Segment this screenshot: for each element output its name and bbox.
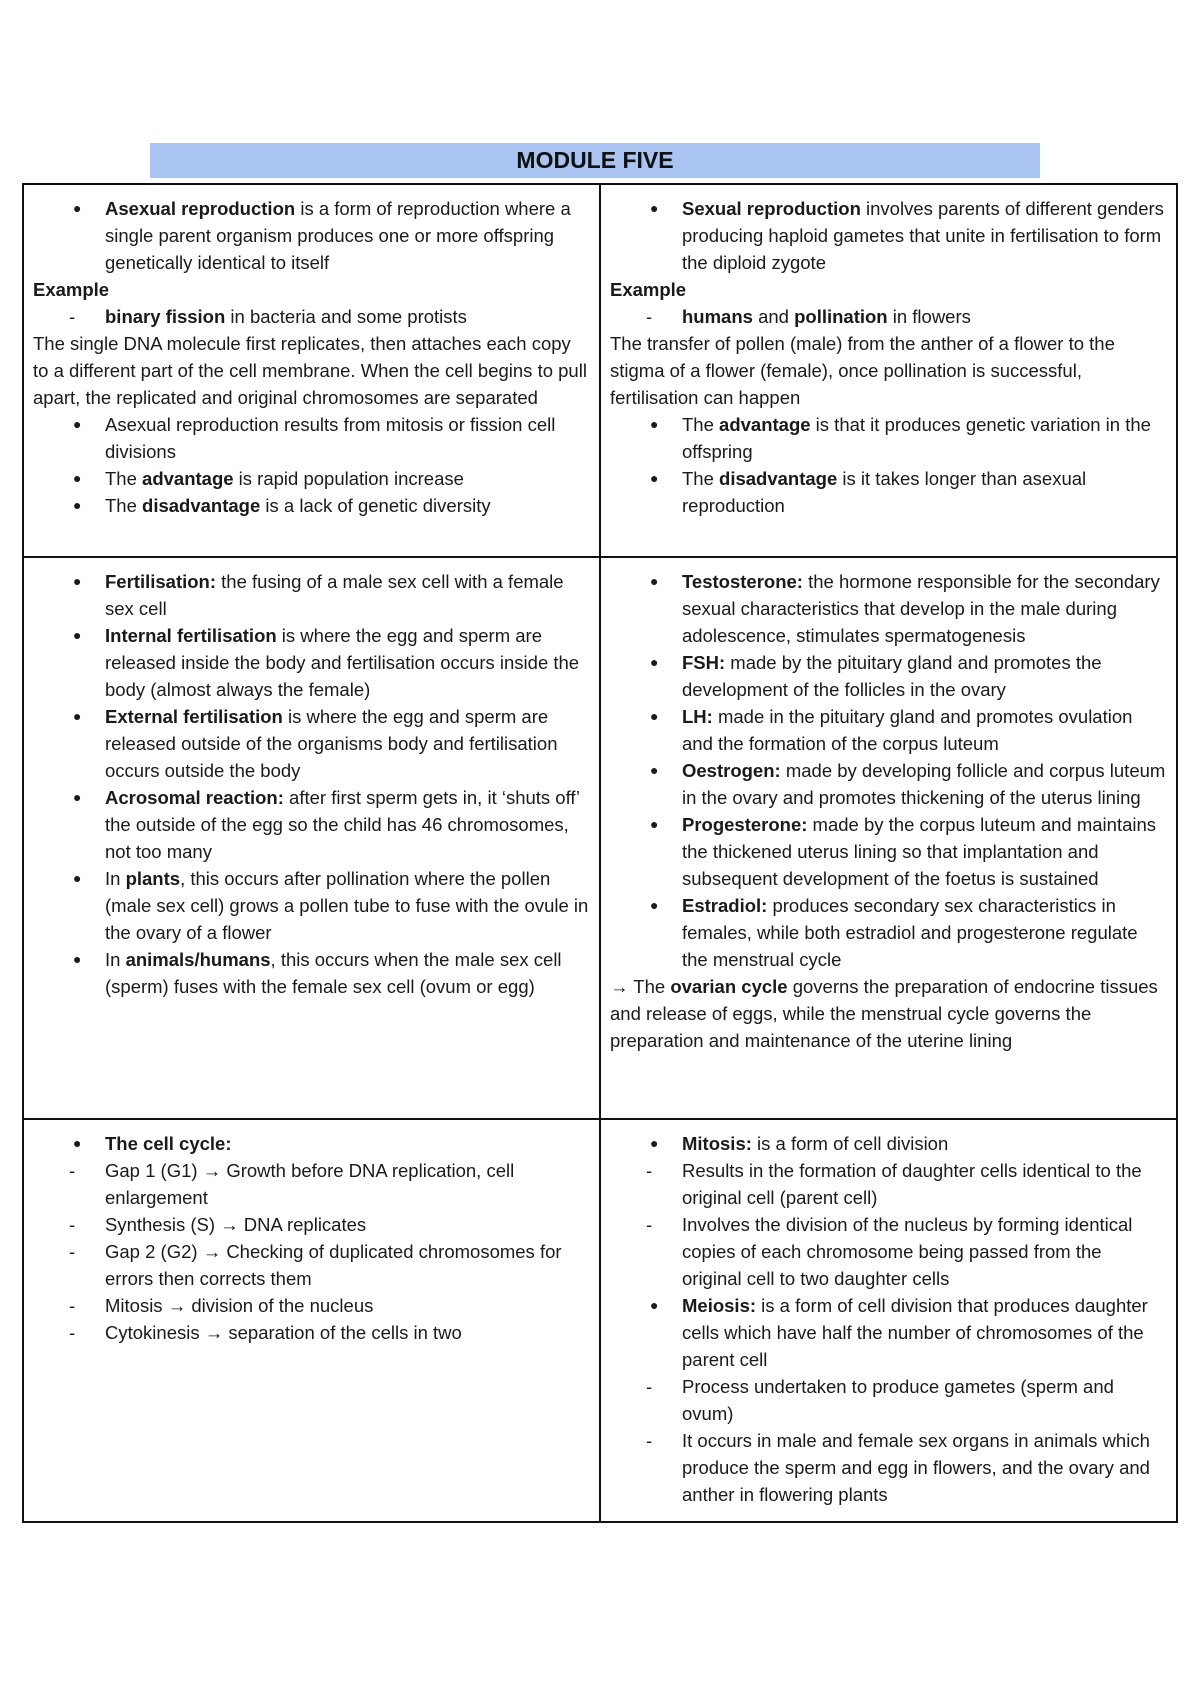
text-line	[33, 330, 589, 411]
text-run: is a lack of genetic diversity	[260, 495, 491, 516]
bold-term: disadvantage	[142, 495, 261, 516]
dash-marker: -	[69, 1322, 76, 1343]
item-text	[105, 784, 589, 865]
item-text	[682, 1157, 1166, 1211]
bullet-item	[33, 703, 589, 784]
text-run: is a form of cell division	[751, 1133, 949, 1154]
dash-item	[610, 1427, 1166, 1508]
bullet-item	[610, 1292, 1166, 1373]
notes-cell	[600, 1119, 1177, 1522]
bold-term: Asexual reproduction	[105, 198, 296, 219]
text-run: is where the egg and sperm are released inside the body and fertilisation occurs inside the body (almost always the female)	[105, 625, 580, 700]
dash-marker: -	[646, 1376, 653, 1397]
text-run: is a form of cell division that produces daughter cells which have half the number of chromosomes of the parent cell	[682, 1295, 1148, 1370]
bullet-icon: ●	[73, 470, 82, 486]
item-text	[105, 465, 589, 492]
bullet-icon: ●	[650, 470, 659, 486]
bullet-icon: ●	[650, 816, 659, 832]
bold-term: plants	[125, 868, 181, 889]
bullet-icon: ●	[73, 200, 82, 216]
item-text	[105, 492, 589, 519]
text-run: Results in the formation of daughter cells identical to the original cell (parent cell)	[682, 1160, 1142, 1208]
text-line	[610, 330, 1166, 411]
bullet-icon: ●	[650, 708, 659, 724]
text-run: → The	[610, 976, 671, 997]
item-text	[682, 568, 1166, 649]
text-run: the hormone responsible for the secondary sexual characteristics that develop in the male during adolescence, stimulates spermatogenesis	[682, 571, 1160, 646]
text-run: Involves the division of the nucleus by forming identical copies of each chromosome being passed from the original cell to two daughter cells	[682, 1214, 1133, 1289]
text-run: made in the pituitary gland and promotes ovulation and the formation of the corpus luteum	[682, 706, 1133, 754]
bullet-item	[33, 195, 589, 276]
bold-term: The cell cycle:	[105, 1133, 232, 1154]
text-run: is a form of reproduction where a single parent organism produces one or more offspring genetically identical to itself	[105, 198, 571, 273]
bullet-item	[610, 757, 1166, 811]
bold-term: disadvantage	[719, 468, 838, 489]
bullet-icon: ●	[73, 627, 82, 643]
bullet-icon: ●	[73, 789, 82, 805]
bullet-item	[610, 703, 1166, 757]
text-run: governs the preparation of endocrine tissues and release of eggs, while the menstrual cycle governs the preparation and maintenance of the uterine lining	[610, 976, 1158, 1051]
notes-cell	[600, 557, 1177, 1119]
dash-item	[33, 1211, 589, 1238]
text-run: Asexual reproduction results from mitosis or fission cell divisions	[105, 414, 556, 462]
bullet-icon: ●	[650, 1297, 659, 1313]
text-run: The single DNA molecule first replicates, then attaches each copy to a different part of the cell membrane. When the cell begins to pull apart, the replicated and original chromosomes are separated	[33, 333, 587, 408]
bullet-icon: ●	[73, 951, 82, 967]
item-text	[682, 411, 1166, 465]
text-run: It occurs in male and female sex organs in animals which produce the sperm and egg in flowers, and the ovary and anther in flowering plants	[682, 1430, 1150, 1505]
text-run: the fusing of a male sex cell with a female sex cell	[105, 571, 564, 619]
bullet-icon: ●	[73, 1135, 82, 1151]
dash-marker: -	[646, 1160, 653, 1181]
text-run: and	[752, 306, 795, 327]
text-run: produces secondary sex characteristics in females, while both estradiol and progesterone regulate the menstrual cycle	[682, 895, 1138, 970]
bullet-icon: ●	[650, 654, 659, 670]
notes-cell	[23, 1119, 600, 1522]
bold-term: ovarian cycle	[670, 976, 788, 997]
text-run: The transfer of pollen (male) from the anther of a flower to the stigma of a flower (female), once pollination is successful, fertilisation can happen	[610, 333, 1115, 408]
bullet-icon: ●	[650, 1135, 659, 1151]
text-run: Gap 2 (G2) → Checking of duplicated chromosomes for errors then corrects them	[105, 1241, 562, 1289]
bold-term: Oestrogen:	[682, 760, 781, 781]
item-text	[105, 1319, 589, 1346]
dash-marker: -	[69, 306, 76, 327]
bullet-item	[33, 784, 589, 865]
bullet-item	[610, 811, 1166, 892]
module-title: MODULE FIVE	[150, 143, 1040, 178]
bold-term: Meiosis:	[682, 1295, 757, 1316]
bold-term: humans	[682, 306, 753, 327]
dash-item	[610, 303, 1166, 330]
dash-item	[33, 1238, 589, 1292]
text-run: is that it produces genetic variation in the offspring	[682, 414, 1151, 462]
bold-term: Example	[33, 279, 110, 300]
bullet-item	[33, 946, 589, 1000]
text-run: The	[682, 468, 720, 489]
dash-item	[610, 1373, 1166, 1427]
bullet-icon: ●	[73, 708, 82, 724]
item-text	[682, 465, 1166, 519]
item-text	[682, 649, 1166, 703]
bullet-item	[33, 1130, 589, 1157]
bold-term: Testosterone:	[682, 571, 803, 592]
item-text	[105, 1211, 589, 1238]
dash-item	[610, 1157, 1166, 1211]
bullet-item	[33, 865, 589, 946]
item-text	[682, 1373, 1166, 1427]
bullet-item	[33, 411, 589, 465]
dash-marker: -	[646, 306, 653, 327]
item-text	[682, 703, 1166, 757]
notes-table	[22, 183, 1178, 1523]
dash-item	[33, 1319, 589, 1346]
item-text	[105, 195, 589, 276]
text-run: is rapid population increase	[233, 468, 464, 489]
text-line	[33, 276, 589, 303]
text-run: The	[682, 414, 720, 435]
bullet-item	[610, 892, 1166, 973]
bullet-item	[610, 465, 1166, 519]
text-run: , this occurs after pollination where the pollen (male sex cell) grows a pollen tube to fuse with the ovule in the ovary of a flower	[105, 868, 589, 943]
item-text	[682, 195, 1166, 276]
item-text	[682, 1130, 1166, 1157]
item-text	[105, 1238, 589, 1292]
bullet-icon: ●	[73, 573, 82, 589]
notes-cell	[23, 557, 600, 1119]
dash-item	[33, 1157, 589, 1211]
item-text	[682, 1292, 1166, 1373]
item-text	[105, 303, 589, 330]
text-run: Mitosis → division of the nucleus	[105, 1295, 374, 1316]
bold-term: Fertilisation:	[105, 571, 217, 592]
bullet-item	[33, 465, 589, 492]
text-run: made by the corpus luteum and maintains the thickened uterus lining so that implantation and subsequent development of the foetus is sustained	[682, 814, 1157, 889]
bold-term: animals/humans	[125, 949, 271, 970]
text-run: Synthesis (S) → DNA replicates	[105, 1214, 367, 1235]
bold-term: Internal fertilisation	[105, 625, 277, 646]
bullet-item	[610, 411, 1166, 465]
item-text	[105, 622, 589, 703]
bullet-icon: ●	[73, 497, 82, 513]
notes-cell	[23, 184, 600, 557]
dash-item	[33, 303, 589, 330]
bullet-icon: ●	[650, 416, 659, 432]
item-text	[682, 811, 1166, 892]
text-run: made by developing follicle and corpus luteum in the ovary and promotes thickening of the uterus lining	[682, 760, 1166, 808]
bold-term: Acrosomal reaction:	[105, 787, 284, 808]
bullet-item	[610, 649, 1166, 703]
bold-term: Mitosis:	[682, 1133, 752, 1154]
table-row	[23, 184, 1177, 557]
text-run: Cytokinesis → separation of the cells in two	[105, 1322, 462, 1343]
bullet-icon: ●	[650, 897, 659, 913]
item-text	[105, 1292, 589, 1319]
text-run: In	[105, 868, 126, 889]
bullet-icon: ●	[73, 870, 82, 886]
text-run: after first sperm gets in, it ‘shuts off’ the outside of the egg so the child has 46 chromosomes, not too many	[105, 787, 580, 862]
item-text	[682, 1427, 1166, 1508]
bullet-item	[610, 1130, 1166, 1157]
text-run: The	[105, 495, 143, 516]
bold-term: Progesterone:	[682, 814, 808, 835]
bullet-icon: ●	[73, 416, 82, 432]
bullet-item	[33, 568, 589, 622]
text-line	[610, 276, 1166, 303]
text-run: Gap 1 (G1) → Growth before DNA replication, cell enlargement	[105, 1160, 515, 1208]
text-run: is it takes longer than asexual reproduction	[682, 468, 1087, 516]
item-text	[105, 865, 589, 946]
bullet-item	[610, 195, 1166, 276]
text-run: in bacteria and some protists	[225, 306, 467, 327]
item-text	[682, 1211, 1166, 1292]
item-text	[105, 1130, 589, 1157]
text-run: In	[105, 949, 126, 970]
bold-term: FSH:	[682, 652, 726, 673]
item-text	[105, 946, 589, 1000]
dash-marker: -	[69, 1160, 76, 1181]
notes-cell	[600, 184, 1177, 557]
item-text	[682, 303, 1166, 330]
text-run: involves parents of different genders producing haploid gametes that unite in fertilisation to form the diploid zygote	[682, 198, 1164, 273]
text-run: The	[105, 468, 143, 489]
bold-term: binary fission	[105, 306, 226, 327]
bold-term: Example	[610, 279, 687, 300]
item-text	[105, 1157, 589, 1211]
bullet-item	[33, 622, 589, 703]
bullet-icon: ●	[650, 762, 659, 778]
text-run: Process undertaken to produce gametes (sperm and ovum)	[682, 1376, 1114, 1424]
item-text	[682, 757, 1166, 811]
dash-marker: -	[69, 1214, 76, 1235]
bullet-icon: ●	[650, 200, 659, 216]
text-run: made by the pituitary gland and promotes the development of the follicles in the ovary	[682, 652, 1102, 700]
dash-item	[610, 1211, 1166, 1292]
bold-term: Estradiol:	[682, 895, 768, 916]
table-row	[23, 557, 1177, 1119]
bold-term: advantage	[142, 468, 234, 489]
dash-item	[33, 1292, 589, 1319]
bullet-icon: ●	[650, 573, 659, 589]
bullet-item	[33, 492, 589, 519]
item-text	[105, 568, 589, 622]
bullet-item	[610, 568, 1166, 649]
bold-term: advantage	[719, 414, 811, 435]
item-text	[105, 411, 589, 465]
dash-marker: -	[69, 1241, 76, 1262]
dash-marker: -	[69, 1295, 76, 1316]
dash-marker: -	[646, 1430, 653, 1451]
text-run: , this occurs when the male sex cell (sperm) fuses with the female sex cell (ovum or egg)	[105, 949, 562, 997]
text-run: is where the egg and sperm are released outside of the organisms body and fertilisation occurs outside the body	[105, 706, 558, 781]
item-text	[105, 703, 589, 784]
table-row	[23, 1119, 1177, 1522]
text-run: in flowers	[887, 306, 971, 327]
text-line	[610, 973, 1166, 1054]
bold-term: pollination	[794, 306, 888, 327]
bold-term: LH:	[682, 706, 713, 727]
item-text	[682, 892, 1166, 973]
bold-term: Sexual reproduction	[682, 198, 861, 219]
dash-marker: -	[646, 1214, 653, 1235]
bold-term: External fertilisation	[105, 706, 283, 727]
